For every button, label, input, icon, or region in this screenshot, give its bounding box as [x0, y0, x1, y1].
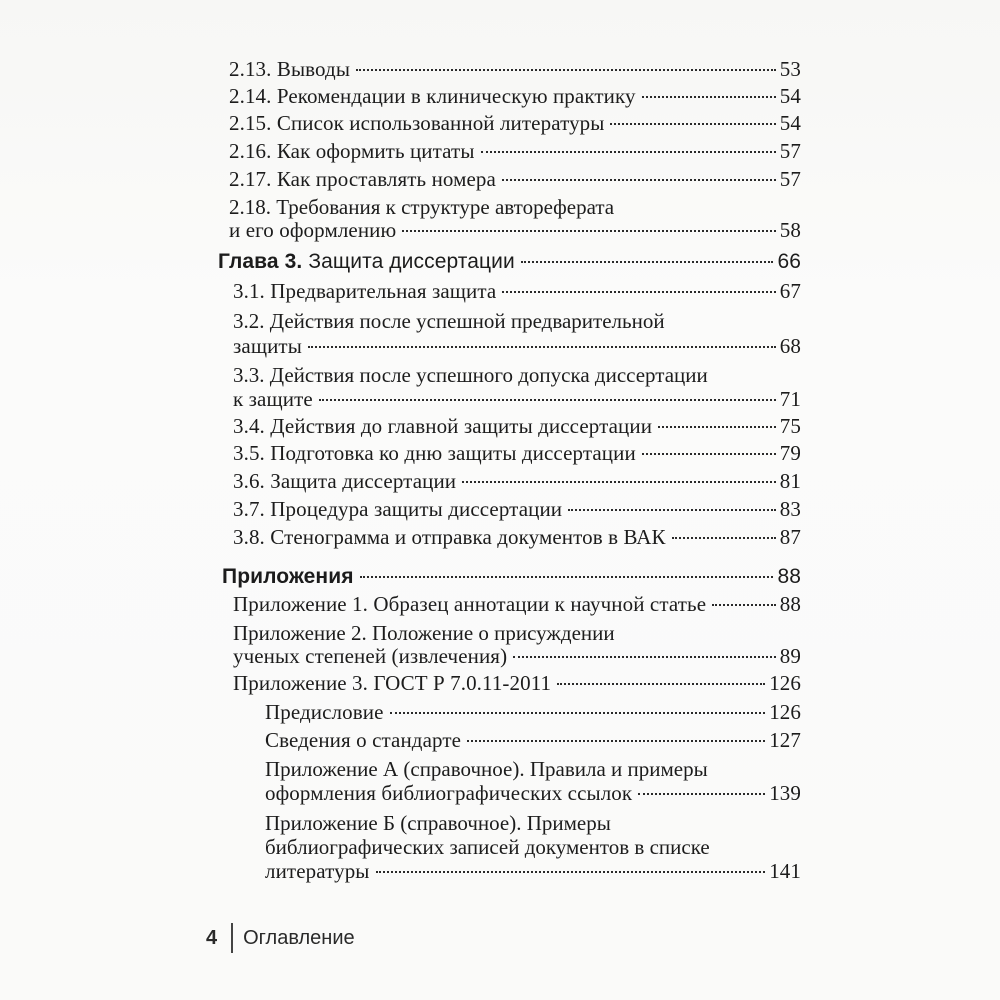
- page-footer: [206, 923, 355, 953]
- toc-entry-title: оформления библиографических ссылок: [265, 781, 633, 805]
- toc-entry-3-3[interactable]: [233, 386, 801, 413]
- dot-leader: [513, 656, 776, 658]
- dot-leader: [642, 453, 776, 455]
- toc-entry-title: 3.8. Стенограмма и отправка документов в ВАК: [233, 525, 666, 549]
- dot-leader: [402, 230, 776, 232]
- footer-page-number: 4: [206, 926, 218, 949]
- toc-entry-title: и его оформлению: [229, 218, 397, 242]
- toc-appendix-1[interactable]: [233, 591, 801, 618]
- dot-leader: [319, 399, 776, 401]
- toc-entry-2-13[interactable]: [229, 56, 801, 83]
- toc-entry-3-7[interactable]: [233, 496, 801, 523]
- toc-page-number: 57: [779, 167, 801, 191]
- toc-entry-title: 2.14. Рекомендации в клиническую практику: [229, 84, 636, 108]
- toc-page-number: 66: [777, 250, 801, 273]
- toc-standard-info[interactable]: [265, 727, 801, 754]
- toc-entry-title: Сведения о стандарте: [265, 728, 462, 752]
- toc-entry-3-2-line1: 3.2. Действия после успешной предварительной: [233, 309, 665, 333]
- toc-entry-title: Приложение 1. Образец аннотации к научной статье: [233, 592, 707, 616]
- toc-entry-3-3-line1: 3.3. Действия после успешного допуска диссертации: [233, 363, 708, 387]
- toc-page-number: 54: [779, 84, 801, 108]
- toc-entry-3-1[interactable]: [233, 278, 801, 305]
- toc-appendices[interactable]: [222, 563, 801, 590]
- toc-entry-title: 3.5. Подготовка ко дню защиты диссертации: [233, 441, 636, 465]
- toc-page-number: 141: [769, 859, 801, 883]
- toc-entry-title: защиты: [233, 334, 302, 358]
- toc-entry-title: Защита диссертации: [308, 250, 515, 273]
- toc-appendix-2[interactable]: [233, 643, 801, 670]
- toc-page-number: 75: [779, 414, 801, 438]
- toc-entry-3-2[interactable]: [233, 333, 801, 360]
- dot-leader: [712, 604, 776, 606]
- toc-entry-2-17[interactable]: [229, 166, 801, 193]
- dot-leader: [521, 261, 774, 263]
- toc-appendix-a[interactable]: [265, 780, 801, 807]
- toc-entry-title: Приложение 3. ГОСТ Р 7.0.11-2011: [233, 671, 552, 695]
- toc-appendix-b-line2: библиографических записей документов в списке: [265, 835, 710, 859]
- toc-page-number: 71: [779, 387, 801, 411]
- toc-entry-2-15[interactable]: [229, 110, 801, 137]
- toc-page-number: 57: [779, 139, 801, 163]
- toc-entry-title: 3.7. Процедура защиты диссертации: [233, 497, 563, 521]
- toc-page-number: 89: [779, 644, 801, 668]
- dot-leader: [462, 481, 776, 483]
- toc-entry-title: к защите: [233, 387, 313, 411]
- toc-entry-title: Приложения: [222, 565, 354, 588]
- dot-leader: [638, 793, 765, 795]
- toc-entry-title: 2.15. Список использованной литературы: [229, 111, 605, 135]
- toc-page-number: 58: [779, 218, 801, 242]
- toc-preface[interactable]: [265, 699, 801, 726]
- toc-page-number: 83: [779, 497, 801, 521]
- toc-page-number: 126: [769, 700, 801, 724]
- toc-entry-title: 3.6. Защита диссертации: [233, 469, 457, 493]
- toc-entry-3-8[interactable]: [233, 524, 801, 551]
- toc-entry-2-14[interactable]: [229, 83, 801, 110]
- toc-page-number: 126: [769, 671, 801, 695]
- toc-page-number: 88: [777, 565, 801, 588]
- toc-page-number: 88: [779, 592, 801, 616]
- toc-page-number: 68: [779, 334, 801, 358]
- chapter-label: Глава 3.: [218, 250, 303, 273]
- toc-page-number: 87: [779, 525, 801, 549]
- toc-chapter-3[interactable]: [218, 248, 801, 275]
- toc-entry-2-18[interactable]: [229, 217, 801, 244]
- toc-page-number: 79: [779, 441, 801, 465]
- dot-leader: [502, 179, 776, 181]
- toc-entry-title: ученых степеней (извлечения): [233, 644, 508, 668]
- dot-leader: [610, 123, 775, 125]
- dot-leader: [557, 683, 765, 685]
- toc-entry-3-4[interactable]: [233, 413, 801, 440]
- toc-page-number: 139: [769, 781, 801, 805]
- dot-leader: [658, 426, 776, 428]
- toc-entry-3-5[interactable]: [233, 440, 801, 467]
- dot-leader: [376, 871, 766, 873]
- toc-page-number: 54: [779, 111, 801, 135]
- dot-leader: [568, 509, 776, 511]
- toc-appendix-3[interactable]: [233, 670, 801, 697]
- toc-entry-title: литературы: [265, 859, 370, 883]
- toc-page-number: 67: [779, 279, 801, 303]
- toc-page-number: 53: [779, 57, 801, 81]
- dot-leader: [356, 69, 776, 71]
- toc-page-number: 81: [779, 469, 801, 493]
- toc-entry-title: 2.13. Выводы: [229, 57, 351, 81]
- dot-leader: [467, 740, 765, 742]
- footer-divider: [231, 923, 233, 953]
- toc-page-number: 127: [769, 728, 801, 752]
- toc-appendix-b[interactable]: [265, 858, 801, 885]
- toc-entry-title: 2.16. Как оформить цитаты: [229, 139, 475, 163]
- toc-entry-title: Предисловие: [265, 700, 384, 724]
- dot-leader: [308, 346, 776, 348]
- toc-entry-title: 3.1. Предварительная защита: [233, 279, 497, 303]
- dot-leader: [642, 96, 776, 98]
- toc-entry-title: 2.17. Как проставлять номера: [229, 167, 496, 191]
- dot-leader: [360, 576, 774, 578]
- toc-appendix-a-line1: Приложение А (справочное). Правила и примеры: [265, 757, 708, 781]
- toc-entry-title: 3.4. Действия до главной защиты диссертации: [233, 414, 653, 438]
- dot-leader: [481, 151, 776, 153]
- toc-entry-3-6[interactable]: [233, 468, 801, 495]
- dot-leader: [390, 712, 766, 714]
- dot-leader: [502, 291, 775, 293]
- toc-entry-2-16[interactable]: [229, 138, 801, 165]
- toc-appendix-2-line1: Приложение 2. Положение о присуждении: [233, 621, 615, 645]
- footer-section-title: Оглавление: [243, 926, 355, 949]
- toc-entry-2-18-line1: 2.18. Требования к структуре автореферата: [229, 195, 615, 219]
- toc-appendix-b-line1: Приложение Б (справочное). Примеры: [265, 811, 611, 835]
- dot-leader: [672, 537, 776, 539]
